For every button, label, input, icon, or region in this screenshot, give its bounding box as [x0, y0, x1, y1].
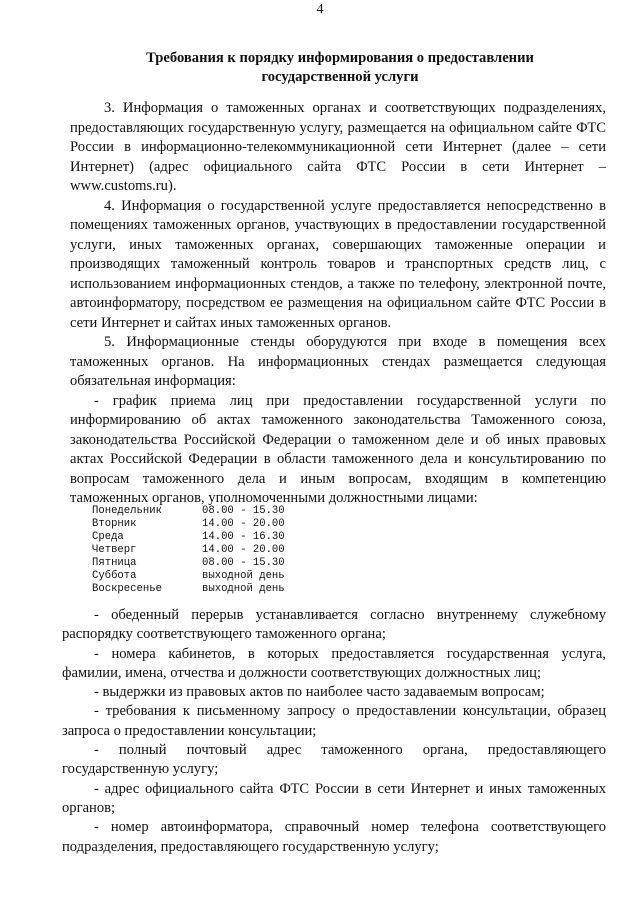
- schedule-day: Суббота: [92, 570, 137, 582]
- schedule-hours: 14.00 - 20.00: [202, 544, 285, 556]
- list-item: - полный почтовый адрес таможенного органа, предоставляющего государственную услугу;: [62, 742, 606, 778]
- schedule-hours: 08.00 - 15.30: [202, 505, 285, 517]
- list-item: - выдержки из правовых актов по наиболее часто задаваемым вопросам;: [94, 684, 545, 701]
- schedule-hours: выходной день: [202, 570, 285, 582]
- schedule-day: Понедельник: [92, 505, 162, 517]
- reception-schedule: [92, 505, 285, 596]
- schedule-intro-item: - график приема лиц при предоставлении государственной услуги по информированию об актах таможенного законодательства Таможенного союза, законодательства Российской Федерации о таможенном деле и об иных правовых актах Российской Федерации в области таможенного дела и консультированию по вопросам таможенного дела и иным вопросам, входящим в компетенцию таможенных органов, уполномоченными должностными лицами:: [70, 392, 606, 506]
- list-item: - требования к письменному запросу о предоставлении консультации, образец запроса о предоставлении консультации;: [62, 703, 606, 739]
- section-heading: [60, 49, 620, 87]
- body-text: [70, 99, 606, 509]
- schedule-row: [92, 583, 285, 596]
- schedule-hours: выходной день: [202, 583, 285, 595]
- schedule-day: Пятница: [92, 557, 137, 569]
- schedule-day: Воскресенье: [92, 583, 162, 595]
- schedule-hours: 08.00 - 15.30: [202, 557, 285, 569]
- list-item: - обеденный перерыв устанавливается согласно внутреннему служебному распорядку соответствующего таможенного органа;: [62, 607, 606, 643]
- heading-line-2: государственной услуги: [261, 69, 419, 85]
- paragraph-4: 4. Информация о государственной услуге предоставляется непосредственно в помещениях таможенных органов, участвующих в предоставлении государственной услуги, иных таможенных органах, совершающих таможенные операции и производящих таможенный контроль товаров и транспортных средств лиц, с использованием информационных стендов, а также по телефону, электронной почте, автоинформатору, посредством ее размещения на официальном сайте ФТС России в сети Интернет и сайтах иных таможенных органов.: [70, 197, 606, 331]
- schedule-row: [92, 544, 285, 557]
- list-item: - номер автоинформатора, справочный номер телефона соответствующего подразделения, предоставляющего государственную услугу;: [62, 819, 606, 855]
- schedule-row: [92, 518, 285, 531]
- paragraph-3: 3. Информация о таможенных органах и соответствующих подразделениях, предоставляющих государственную услугу, размещается на официальном сайте ФТС России в информационно-телекоммуникационной сети Интернет (далее – сети Интернет) (адрес официального сайта ФТС России в сети Интернет – www.customs.ru).: [70, 100, 606, 194]
- list-item: - адрес официального сайта ФТС России в сети Интернет и иных таможенных органов;: [62, 780, 606, 816]
- schedule-row: [92, 531, 285, 544]
- schedule-row: [92, 557, 285, 570]
- schedule-day: Среда: [92, 531, 124, 543]
- list-item: - номера кабинетов, в которых предоставляется государственная услуга, фамилии, имена, отчества и должности соответствующих должностных лиц;: [62, 645, 606, 681]
- schedule-day: Вторник: [92, 518, 137, 530]
- schedule-row: [92, 570, 285, 583]
- schedule-hours: 14.00 - 16.30: [202, 531, 285, 543]
- schedule-hours: 14.00 - 20.00: [202, 518, 285, 530]
- schedule-day: Четверг: [92, 544, 137, 556]
- paragraph-5: 5. Информационные стенды оборудуются при входе в помещения всех таможенных органов. На информационных стендах размещается следующая обязательная информация:: [70, 334, 606, 389]
- page-number: 4: [316, 2, 324, 17]
- information-items: [62, 606, 606, 857]
- schedule-row: [92, 505, 285, 518]
- heading-line-1: Требования к порядку информирования о предоставлении: [146, 50, 534, 66]
